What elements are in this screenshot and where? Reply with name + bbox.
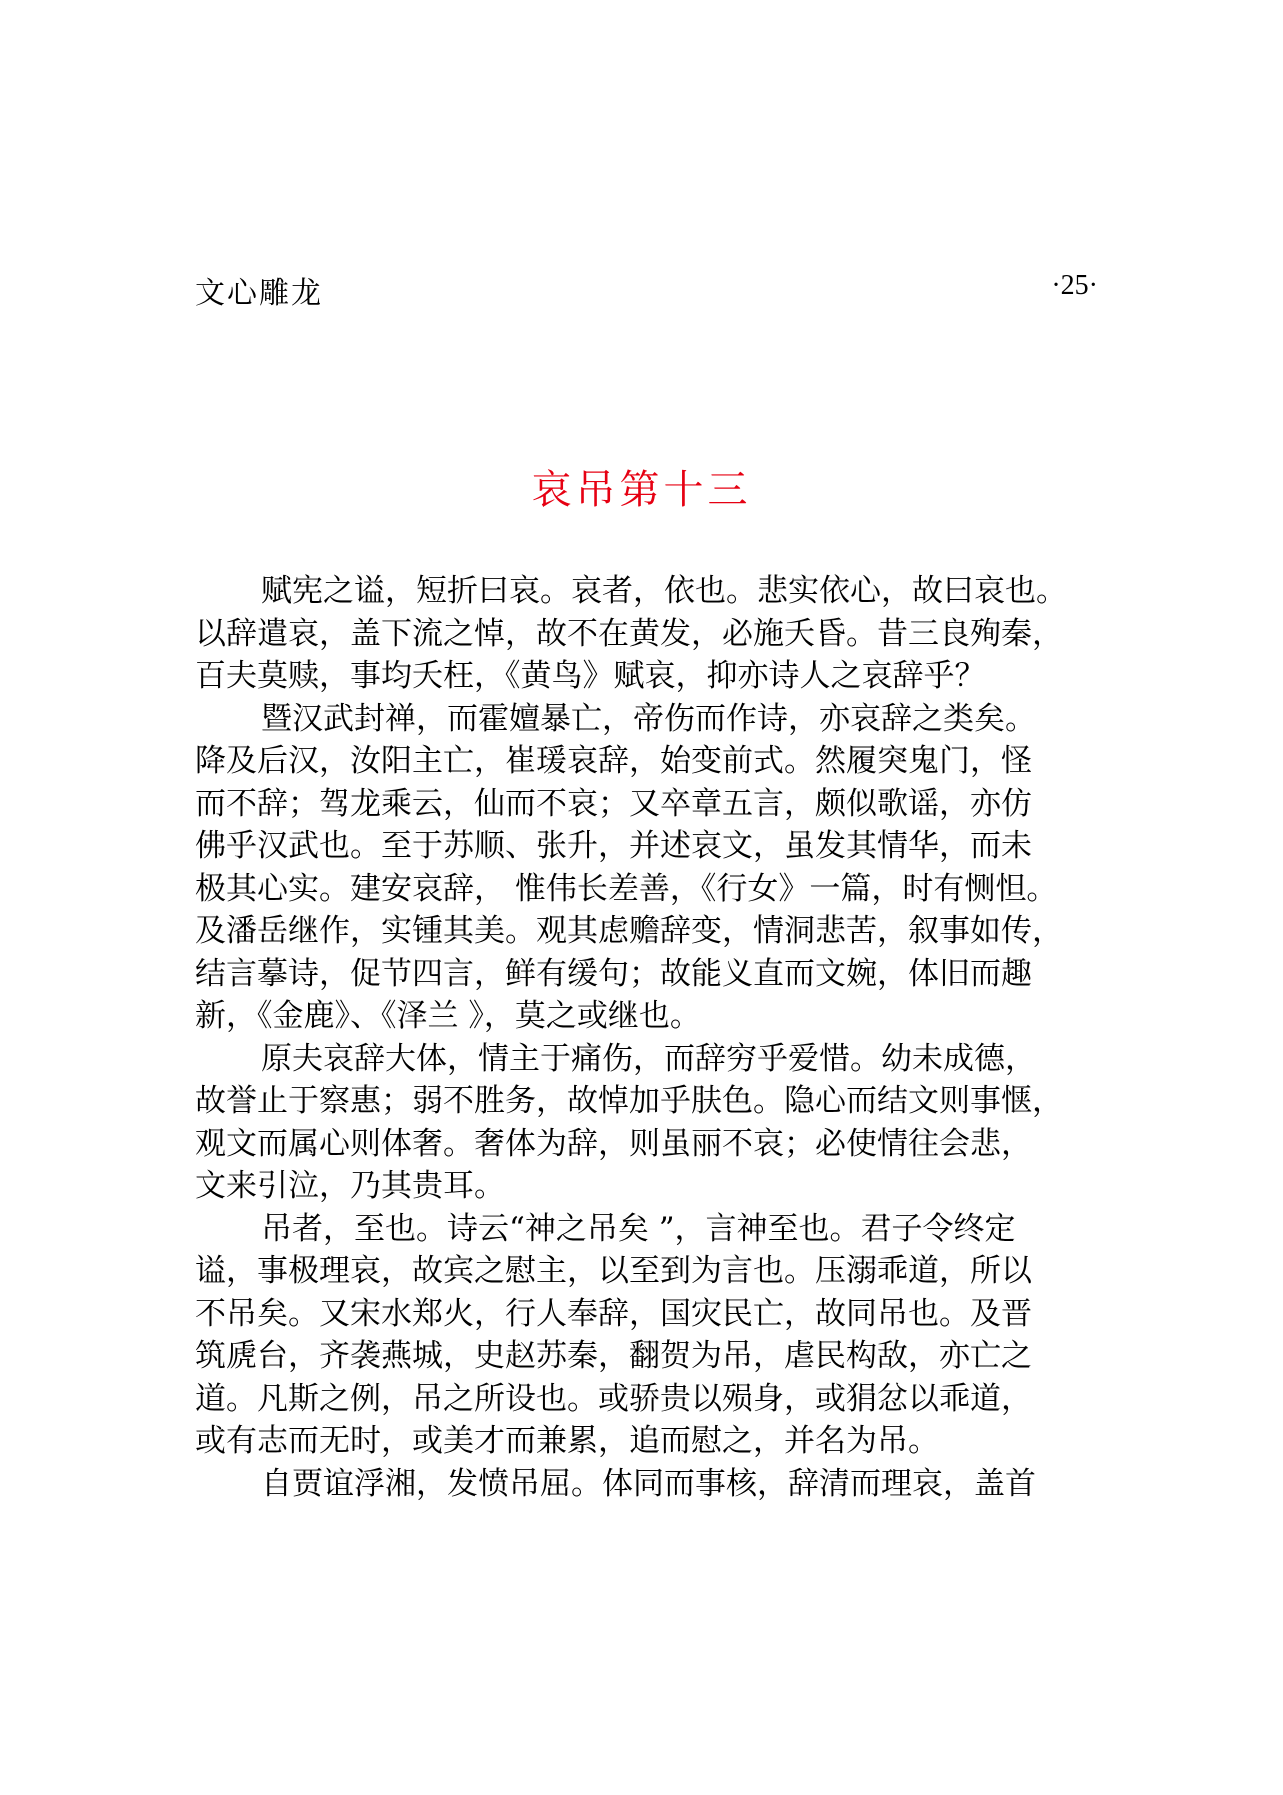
text-line: 道。凡斯之例，吊之所设也。或骄贵以殒身，或狷忿以乖道， bbox=[195, 1380, 1032, 1417]
body-text bbox=[195, 570, 1105, 1505]
text-line: 自贾谊浮湘，发愤吊屈。体同而事核，辞清而理哀，盖首 bbox=[261, 1465, 1036, 1502]
text-line: 故誉止于察惠；弱不胜务，故悼加乎肤色。隐心而结文则事惬， bbox=[195, 1083, 1063, 1119]
text-line: 文来引泣，乃其贵耳。 bbox=[195, 1168, 505, 1204]
text-line: 降及后汉，汝阳主亡，崔瑗哀辞，始变前式。然履突鬼门，怪 bbox=[195, 743, 1032, 779]
page-number: ·25· bbox=[1051, 270, 1098, 301]
text-line: 以辞遣哀，盖下流之悼，故不在黄发，必施夭昏。昔三良殉秦， bbox=[195, 615, 1063, 652]
text-line: 或有志而无时，或美才而兼累，追而慰之，并名为吊。 bbox=[195, 1423, 939, 1459]
text-line: 赋宪之谥，短折曰哀。哀者，依也。悲实依心，故曰哀也。 bbox=[261, 573, 1067, 609]
text-line: 原夫哀辞大体，情主于痛伤，而辞穷乎爱惜。幼未成德， bbox=[261, 1040, 1036, 1077]
text-line: 百夫莫赎，事均夭枉，《黄鸟》赋哀，抑亦诗人之哀辞乎？ bbox=[195, 658, 986, 694]
running-head-book-title: 文心雕龙 bbox=[195, 276, 323, 311]
chapter-title: 哀吊第十三 bbox=[531, 467, 752, 513]
text-line: 极其心实。建安哀辞， 惟伟长差善，《行女》一篇，时有恻怛。 bbox=[195, 870, 1058, 907]
text-line: 观文而属心则体奢。奢体为辞，则虽丽不哀；必使情往会悲， bbox=[195, 1125, 1032, 1162]
text-line: 而不辞；驾龙乘云，仙而不哀；又卒章五言，颇似歌谣，亦仿 bbox=[195, 785, 1032, 822]
text-line: 谥，事极理哀，故宾之慰主，以至到为言也。压溺乖道，所以 bbox=[195, 1253, 1032, 1289]
text-line: 暨汉武封禅，而霍嬗暴亡，帝伤而作诗，亦哀辞之类矣。 bbox=[261, 700, 1036, 737]
text-line: 筑虒台，齐袭燕城，史赵苏秦，翻贺为吊，虐民构敌，亦亡之 bbox=[195, 1338, 1032, 1374]
text-line: 结言摹诗，促节四言，鲜有缓句；故能义直而文婉，体旧而趣 bbox=[195, 955, 1032, 992]
text-line: 吊者，至也。诗云“神之吊矣 ”，言神至也。君子令终定 bbox=[261, 1210, 1016, 1247]
text-line: 及潘岳继作，实锺其美。观其虑赡辞变，情洞悲苦，叙事如传， bbox=[195, 913, 1063, 949]
text-line: 新，《金鹿》、《泽兰 》，莫之或继也。 bbox=[195, 998, 701, 1034]
text-line: 不吊矣。又宋水郑火，行人奉辞，国灾民亡，故同吊也。及晋 bbox=[195, 1295, 1032, 1332]
text-line: 佛乎汉武也。至于苏顺、张升，并述哀文，虽发其情华，而未 bbox=[195, 828, 1032, 864]
